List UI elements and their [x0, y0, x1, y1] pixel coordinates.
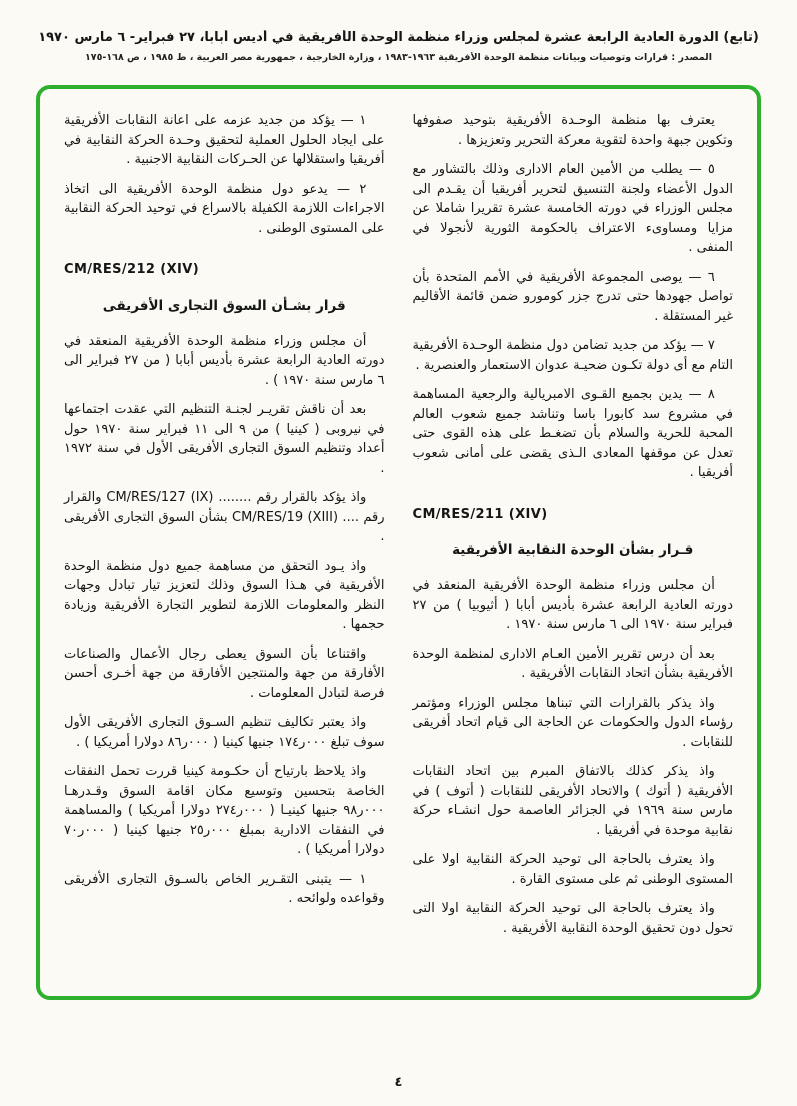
resolution-title: قرار بشـأن السوق التجارى الأفريقى — [102, 297, 346, 314]
paragraph: ٥ — يطلب من الأمين العام الادارى وذلك بالتشاور مع الدول الأعضاء ولجنة التنسيق لتحرير أفريقيا أن يقـدم الى مجلس الوزراء في دورته الخامسة عشرة تقريرا شاملا عن مزايا ومساوىء الاعتراف بالحكومة الثورية لأنجولا في المنفى . — [412, 162, 733, 255]
resolution-title: قـرار بشأن الوحدة النقابية الأفريقية — [452, 542, 694, 558]
paragraph: ٨ — يدين بجميع القـوى الامبريالية والرجعية المساهمة في مشروع سد كابورا باسا وتناشد جميع شعوب العالم المحبة للحرية والسلام بأن تضغـط على هذه القوى حتى تعدل عن موقفها المعادى الـذى يقضى على أمانى شعوب أفريقيا . — [412, 387, 733, 480]
paragraph: بعد أن ناقش تقريـر لجنـة التنظيم التي عقدت اجتماعها في نيروبى ( كينيا ) من ٩ الى ١١ فبراير سنة ١٩٧٠ حول أعداد وتنظيم السوق التجارى الأفريقى الأول في سنة ١٩٧٢ . — [64, 402, 385, 476]
session-title: (تابع) الدورة العادية الرابعة عشرة لمجلس وزراء منظمة الوحدة الأفريقية في أديس أبابا، ٢٧ فبراير- ٦ مارس ١٩٧٠ — [38, 30, 759, 45]
paragraph: يعترف بها منظمة الوحـدة الأفريقية بتوحيد صفوفها وتكوين جبهة واحدة لتقوية معركة التحرير وتعزيزها . — [412, 113, 733, 148]
green-border-frame — [36, 85, 761, 1000]
resolution-code: CM/RES/211 (XIV) — [412, 506, 548, 522]
page-header — [0, 0, 797, 63]
source-citation: المصدر : قرارات وتوصيات وبيانات منظمة الوحدة الأفريقية ١٩٦٣-١٩٨٣ ، وزارة الخارجية ، جمهورية مصر العربية ، ط ١٩٨٥ ، ص ١٦٨-١٧٥ — [84, 52, 712, 63]
resolution-code: CM/RES/212 (XIV) — [64, 262, 200, 277]
paragraph: ١ — يؤكد من جديد عزمه على اعانة النقابات الأفريقية على ايجاد الحلول العملية لتحقيق وحـدة الحركة النقابية في أفريقيا واستقلالها عن الحـركات النقابية الاجنبية . — [64, 113, 385, 167]
paragraph: ١ — يتبنى التقـرير الخاص بالسـوق التجارى الأفريقى وقواعده ولوائحه . — [64, 871, 385, 907]
paragraph: واذ يعترف بالحاجة الى توحيد الحركة النقابية اولا على المستوى الوطنى ثم على مستوى القارة . — [412, 852, 733, 887]
paragraph: واذ يذكر كذلك بالاتفاق المبرم بين اتحاد النقابات الأفريقية ( أتوك ) والاتحاد الأفريقى للنقابات ( أتوف ) في مارس سنة ١٩٦٩ في الجزائر العاصمة حول انشـاء حركة نقابية موحدة في أفريقيا . — [412, 764, 733, 838]
left-column — [64, 111, 385, 976]
paragraph: واذ يعتبر تكاليف تنظيم السـوق التجارى الأفريقى الأول سوف تبلغ ٠٠٠ر١٧٤ جنيها كينيا ( ٠٠٠ر٨٦ دولارا أمريكيا ) . — [64, 715, 385, 750]
paragraph: ٧ — يؤكد من جديد تضامن دول منظمة الوحـدة الأفريقية التام مع أى دولة تكـون ضحيـة عدوان الاستعمار والعنصرية . — [412, 338, 733, 373]
paragraph: ٢ — يدعو دول منظمة الوحدة الأفريقية الى اتخاذ الاجراءات اللازمة الكفيلة بالاسراع في توحيد الحركة النقابية على المستوى الوطنى . — [64, 181, 385, 236]
paragraph: واذ يؤكد بالقرار رقم ........ CM/RES/127 (IX) والقرار رقم .... CM/RES/19 (XIII) بشأن السوق التجارى الأفريقى . — [64, 490, 385, 545]
paragraph: أن مجلس وزراء منظمة الوحدة الأفريقية المنعقد في دورته العادية الرابعة عشرة بأديس أبابا ( من ٢٧ فبراير الى ٦ مارس سنة ١٩٧٠ ) . — [64, 333, 385, 388]
text-columns — [64, 111, 733, 976]
paragraph: بعد أن درس تقرير الأمين العـام الادارى لمنظمة الوحدة الأفريقية بشأن اتحاد النقابات الأفريقية . — [412, 646, 733, 682]
paragraph: واذ يلاحظ بارتياح أن حكـومة كينيا قررت تحمل النفقات الخاصة بتحسين وتوسيع مكان اقامة السوق وقـدرهـا ٠٠٠ر٩٨ جنيها كينيـا ( ٠٠٠ر٢٧٤ دولارا أمريكيا ) والمساهمة في النفقات الادارية بمبلغ ٠٠٠ر٢٥ جنيها كينيا ( ٠٠٠ر٧٠ دولارا أمريكيا ) . — [64, 764, 385, 858]
right-column — [413, 111, 734, 976]
paragraph: واذ يعترف بالحاجة الى توحيد الحركة النقابية اولا التى تحول دون تحقيق الوحدة النقابية الأفريقية . — [412, 901, 733, 936]
paragraph: أن مجلس وزراء منظمة الوحدة الأفريقية المنعقد في دورته العادية الرابعة عشرة بأديس أبابا ( أثيوبيا ) من ٢٧ فبراير سنة ١٩٧٠ الى ٦ مارس سنة ١٩٧٠ . — [412, 578, 733, 633]
page-number: ٤ — [394, 1075, 403, 1090]
page-footer — [0, 1071, 797, 1090]
paragraph: واقتناعا بأن السوق يعطى رجال الأعمال والصناعات الأفارقة من جهة والمنتجين الأفارقة من جهة أخـرى أحسن فرصة لتبادل المعلومات . — [64, 646, 385, 701]
paragraph: واذ يذكر بالقرارات التي تبناها مجلس الوزراء ومؤتمر رؤساء الدول والحكومات عن الحاجة الى قيام اتحاد أفريقى للنقابات . — [412, 695, 733, 750]
paragraph: ٦ — يوصى المجموعة الأفريقية في الأمم المتحدة بأن تواصل جهودها حتى تدرج جزر كومورو ضمن قائمة الأقاليم غير المستقلة . — [412, 269, 733, 324]
paragraph: واذ يـود التحقق من مساهمة جميع دول منظمة الوحدة الأفريقية في هـذا السوق وذلك لتعزيز تيار تبادل وجهات النظر والمعلومات اللازمة لتطوير التجارة الأفريقية وزيادة حجمها . — [64, 558, 385, 633]
